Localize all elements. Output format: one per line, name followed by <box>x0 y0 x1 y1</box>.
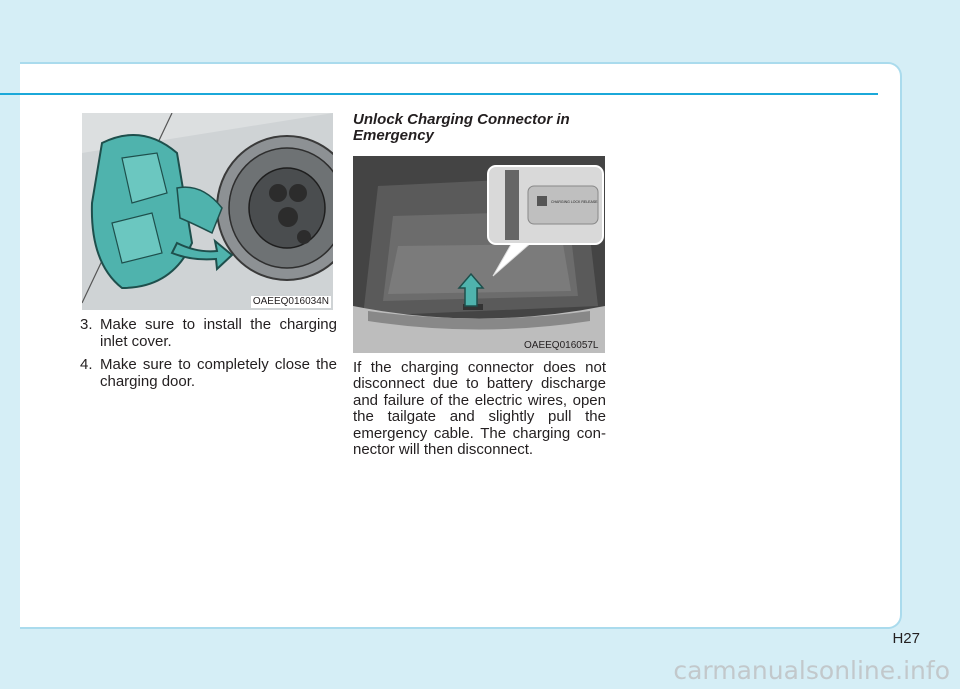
trunk-illustration <box>353 156 605 353</box>
figure-code: OAEEQ016057L <box>524 340 599 351</box>
section-title: Unlock Charging Connector in Emergency <box>353 111 570 144</box>
step-number: 3. <box>80 316 93 333</box>
trunk-drawing <box>353 156 605 353</box>
step-text: Make sure to install the charging inlet cover. <box>100 316 337 350</box>
charging-door-illustration <box>82 113 333 310</box>
page-number: H27 <box>892 630 920 647</box>
header-rule <box>0 93 878 95</box>
charging-door-drawing <box>82 113 333 310</box>
step-text: Make sure to completely close the charging door. <box>100 356 337 390</box>
watermark: carmanualsonline.info <box>673 656 950 685</box>
section-body: If the charging connector does not disconnect due to battery discharge and failure of the electric wires, open the tailgate and slightly pull the emergency cable. The charging con-nector will then disconnect. <box>353 359 606 459</box>
inset-label: CHARGING LOCK RELEASE <box>551 200 598 204</box>
step-number: 4. <box>80 356 93 373</box>
list-item <box>80 316 337 350</box>
step-list <box>80 316 337 396</box>
figure-code: OAEEQ016034N <box>252 296 329 307</box>
list-item <box>80 356 337 390</box>
